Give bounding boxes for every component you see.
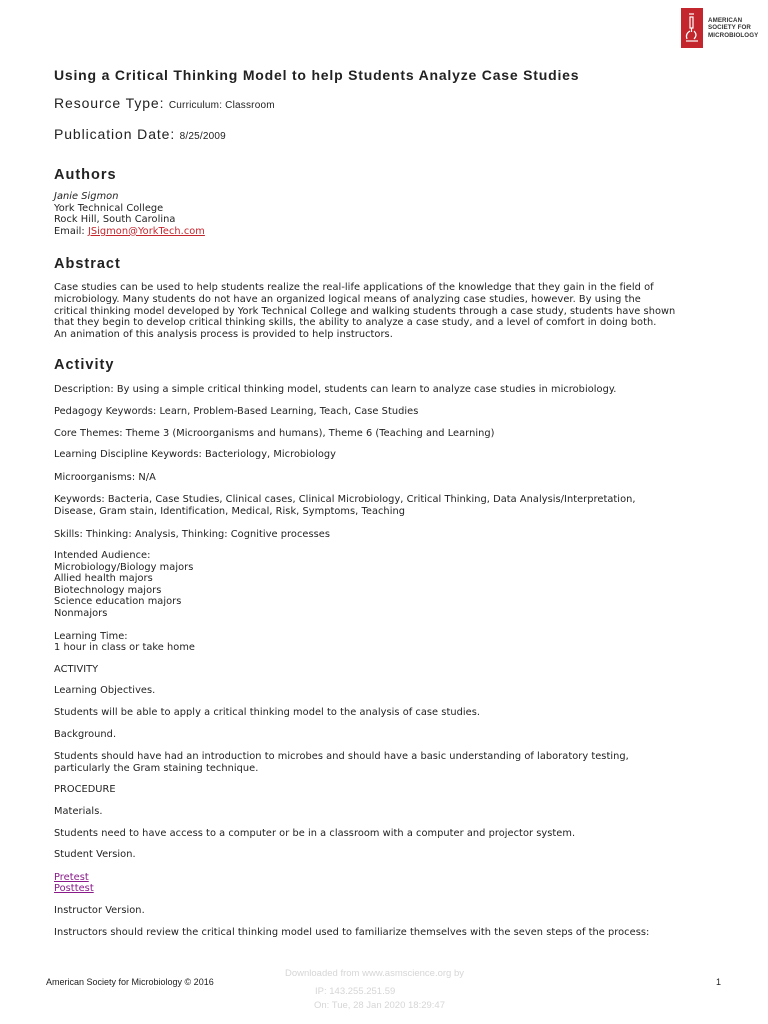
- student-links: [54, 872, 714, 895]
- resource-type-label: Resource Type:: [54, 95, 165, 111]
- abstract-text: [54, 282, 714, 340]
- learning-time: [54, 631, 714, 654]
- abstract-line: critical thinking model developed by York Technical College and walking students through a case study, students have shown: [54, 305, 676, 317]
- abstract-line: that they begin to develop critical thinking skills, the ability to analyze a case study, and a level of comfort in doing both.: [54, 317, 657, 329]
- author-email-row: [54, 226, 714, 238]
- ip-watermark: IP: 143.255.251.59: [315, 986, 396, 997]
- background-text: [54, 751, 714, 774]
- abstract-heading: Abstract: [54, 256, 121, 273]
- audience-item: Allied health majors: [54, 573, 153, 585]
- abstract-line: An animation of this analysis process is provided to help instructors.: [54, 328, 393, 340]
- audience-item: Microbiology/Biology majors: [54, 561, 194, 573]
- learning-time-label: Learning Time:: [54, 630, 128, 642]
- audience-item: Nonmajors: [54, 608, 108, 620]
- materials-text: Students need to have access to a computer or be in a classroom with a computer and projector system.: [54, 827, 576, 839]
- asm-logo: [681, 8, 765, 48]
- procedure-caps-heading: PROCEDURE: [54, 784, 116, 796]
- microscope-icon: [681, 8, 703, 48]
- instructor-version-label: Instructor Version.: [54, 904, 145, 916]
- activity-section: [54, 384, 714, 938]
- intended-audience: [54, 550, 714, 620]
- publication-date-label: Publication Date:: [54, 126, 176, 142]
- publication-date-value: 8/25/2009: [179, 131, 226, 142]
- core-themes: Core Themes: Theme 3 (Microorganisms and humans), Theme 6 (Teaching and Learning): [54, 427, 495, 439]
- abstract-line: microbiology. Many students do not have an organized logical means of analyzing case studies, however. By using the: [54, 293, 641, 305]
- background-line: Students should have had an introduction to microbes and should have a basic understanding of laboratory testing,: [54, 751, 629, 763]
- audience-item: Science education majors: [54, 596, 182, 608]
- student-version-label: Student Version.: [54, 849, 136, 861]
- document-title: Using a Critical Thinking Model to help Students Analyze Case Studies: [54, 67, 580, 83]
- abstract-line: Case studies can be used to help students realize the real-life applications of the knowledge that they gain in the field of: [54, 282, 654, 294]
- skills: Skills: Thinking: Analysis, Thinking: Cognitive processes: [54, 528, 331, 540]
- footer-copyright: American Society for Microbiology © 2016: [46, 977, 214, 987]
- audience-item: Biotechnology majors: [54, 584, 162, 596]
- download-watermark: Downloaded from www.asmscience.org by: [285, 968, 464, 979]
- activity-caps-heading: ACTIVITY: [54, 663, 99, 675]
- materials-label: Materials.: [54, 806, 103, 817]
- objectives-label: Learning Objectives.: [54, 685, 156, 697]
- authors-heading: Authors: [54, 167, 117, 183]
- document-body: [54, 66, 714, 938]
- audience-label: Intended Audience:: [54, 550, 151, 562]
- author-institution: York Technical College: [54, 202, 164, 214]
- background-line: particularly the Gram staining technique.: [54, 762, 259, 774]
- resource-type: [54, 94, 714, 115]
- posttest-link[interactable]: Posttest: [54, 883, 94, 895]
- pretest-link[interactable]: Pretest: [54, 871, 89, 883]
- page-number: 1: [716, 977, 722, 987]
- activity-description: Description: By using a simple critical thinking model, students can learn to analyze case studies in microbiology.: [54, 384, 617, 396]
- background-label: Background.: [54, 728, 117, 740]
- learning-time-value: 1 hour in class or take home: [54, 642, 196, 654]
- publication-date: [54, 125, 714, 146]
- logo-text: AMERICAN SOCIETY FOR MICROBIOLOGY: [708, 17, 759, 39]
- objectives-text: Students will be able to apply a critical thinking model to the analysis of case studies.: [54, 707, 481, 719]
- email-label: Email:: [54, 225, 85, 237]
- keywords: [54, 494, 714, 517]
- activity-heading: Activity: [54, 357, 115, 374]
- instructor-text: Instructors should review the critical thinking model used to familiarize themselves with the seven steps of the process:: [54, 926, 650, 938]
- keywords-line: Keywords: Bacteria, Case Studies, Clinical cases, Clinical Microbiology, Critical Thinking, Data Analysis/Interpretation,: [54, 494, 636, 506]
- email-link[interactable]: JSigmon@YorkTech.com: [87, 225, 205, 237]
- discipline-keywords: Learning Discipline Keywords: Bacteriology, Microbiology: [54, 449, 337, 461]
- author-block: [54, 191, 714, 237]
- resource-type-value: Curriculum: Classroom: [168, 100, 275, 111]
- microorganisms: Microorganisms: N/A: [54, 471, 156, 483]
- author-location: Rock Hill, South Carolina: [54, 214, 176, 226]
- keywords-line: Disease, Gram stain, Identification, Medical, Risk, Symptoms, Teaching: [54, 505, 405, 517]
- date-watermark: On: Tue, 28 Jan 2020 18:29:47: [314, 1000, 445, 1011]
- pedagogy-keywords: Pedagogy Keywords: Learn, Problem-Based Learning, Teach, Case Studies: [54, 405, 419, 417]
- author-name: Janie Sigmon: [54, 191, 119, 202]
